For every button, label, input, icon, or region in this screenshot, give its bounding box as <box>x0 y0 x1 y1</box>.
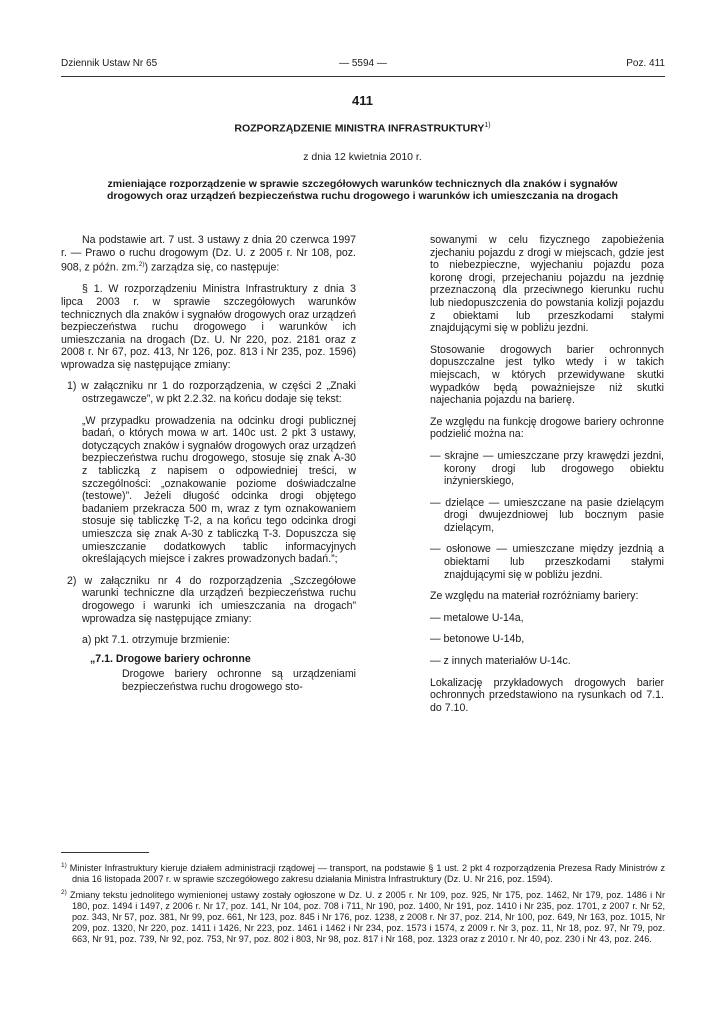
footnote-1-text: Minister Infrastruktury kieruje działem administracji rządowej — transport, na podstawie § 1 ust. 2 pkt 4 rozporządzenia Prezesa Rady Ministrów z dnia 16 listopada 2007 r. w sprawie szczegółowego zakresu działania Ministra Infrastruktury (Dz. U. Nr 216, poz. 1594). <box>69 863 665 885</box>
left-column <box>61 234 356 703</box>
position-number: Poz. 411 <box>626 58 665 69</box>
act-subject: zmieniające rozporządzenie w sprawie szczegółowych warunków technicznych dla znaków i sygnałów drogowych oraz urządzeń bezpieczeństwa ruchu drogowego i warunków ich umieszczania na drogach <box>106 178 619 202</box>
preamble-footnote-mark: 2) <box>138 261 145 269</box>
preamble <box>61 234 356 274</box>
amendment-item-2: 2) w załączniku nr 4 do rozporządzenia „Szczegółowe warunki techniczne dla urządzeń bezpieczeństwa ruchu drogowego i warunki ich umieszczania na drogach” wprowadza się następujące zmiany: <box>67 574 356 625</box>
preamble-end: ) zarządza się, co następuje: <box>144 261 280 274</box>
act-date: z dnia 12 kwietnia 2010 r. <box>303 151 422 163</box>
act-title-text: ROZPORZĄDZENIE MINISTRA INFRASTRUKTURY <box>234 122 485 135</box>
material-other: — z innych materiałów U-14c. <box>430 655 571 668</box>
section-title: „7.1. Drogowe bariery ochronne <box>90 652 251 665</box>
function-dividing: — dzielące — umieszczane na pasie dzielącym drogi dwujezdniowej lub bocznym pasie dzielącym, <box>430 496 664 534</box>
footnote-2 <box>61 887 665 945</box>
material-metal: — metalowe U-14a, <box>430 611 524 624</box>
act-title <box>0 122 725 135</box>
title-footnote-mark: 1) <box>484 122 491 129</box>
material-concrete: — betonowe U-14b, <box>430 633 525 646</box>
function-shielding: — osłonowe — umieszczane między jezdnią a obiektami lub przeszkodami stałymi znajdującymi się w pobliżu jezdni. <box>430 543 664 581</box>
amendment-quote-1: „W przypadku prowadzenia na odcinku drogi publicznej badań, o których mowa w art. 140c ust. 2 pkt 3 ustawy, dotyczących znaków i sygnałów drogowych oraz urządzeń bezpieczeństwa ruchu drogowego, stosuje się znak A-30 z tabliczką z napisem o odpowiedniej treści, w szczególności: „oznakowanie poziome doświadczalne (testowe)”. Jeżeli długość odcinka drogi objętego badaniem przekracza 500 m, wraz z tym oznakowaniem stosuje się tabliczkę T-2, a na końcu tego odcinka drogi umieszcza się znak A-30 z tabliczką T-3. Dopuszcza się umieszczanie dodatkowych tablic informacyjnych określających miejsce i zakres prowadzonych badań.”; <box>82 414 356 566</box>
page-number: — 5594 — <box>339 58 387 69</box>
footnotes <box>61 860 665 947</box>
preamble-text: Na podstawie art. 7 ust. 3 ustawy z dnia 20 czerwca 1997 r. — Prawo o ruchu drogowym (Dz. U. z 2005 r. Nr 108, poz. 908, z późn. zm. <box>61 234 356 274</box>
amendment-item-2a: a) pkt 7.1. otrzymuje brzmienie: <box>82 634 230 647</box>
function-edge: — skrajne — umieszczane przy krawędzi jezdni, korony drogi lub drogowego obiektu inżynierskiego, <box>430 449 664 488</box>
header-divider <box>61 76 665 77</box>
amendment-item-1: 1) w załączniku nr 1 do rozporządzenia, w części 2 „Znaki ostrzegawcze”, w pkt 2.2.32. na końcu dodaje się tekst: <box>67 380 356 406</box>
footnote-2-text: Zmiany tekstu jednolitego wymienionej ustawy zostały ogłoszone w Dz. U. z 2005 r. Nr 109, poz. 925, Nr 175, poz. 1462, Nr 179, poz. 1486 i Nr 180, poz. 1494 i 1497, z 2006 r. Nr 17, poz. 141, Nr 104, poz. 708 i 711, Nr 190, poz. 1400, Nr 191, poz. 1410 i Nr 235, poz. 1701, z 2007 r. Nr 52, poz. 343, Nr 57, poz. 381, Nr 99, poz. 661, Nr 123, poz. 845 i Nr 176, poz. 1238, z 2008 r. Nr 37, poz. 214, Nr 100, poz. 649, Nr 163, poz. 1015, Nr 209, poz. 1320, Nr 220, poz. 1411 i 1426, Nr 223, poz. 1461 i 1462 i Nr 234, poz. 1573 i 1574, z 2009 r. Nr 3, poz. 11, Nr 18, poz. 97, Nr 79, poz. 663, Nr 91, poz. 739, Nr 92, poz. 753, Nr 97, poz. 802 i 803, Nr 98, poz. 817 i Nr 168, poz. 1323 oraz z 2010 r. Nr 40, poz. 230 i Nr 43, poz. 246. <box>70 890 665 945</box>
footnote-2-mark: 2) <box>61 889 67 897</box>
function-intro: Ze względu na funkcję drogowe bariery ochronne podzielić można na: <box>430 415 664 441</box>
location-note: Lokalizację przykładowych drogowych barier ochronnych przedstawiono na rysunkach od 7.1. do 7.10. <box>430 676 664 714</box>
section-text: Drogowe bariery ochronne są urządzeniami bezpieczeństwa ruchu drogowego sto- <box>122 668 356 693</box>
footnote-1 <box>61 860 665 885</box>
barrier-purpose: sowanymi w celu fizycznego zapobieżenia zjechaniu pojazdu z drogi w miejscach, gdzie jest to niebezpieczne, wyjechaniu pojazdu poza koronę drogi, przejechaniu pojazdu na jezdnię przeznaczoną dla przeciwnego kierunku ruchu lub niedopuszczenia do powstania kolizji pojazdu z obiektami lub przeszkodami stałymi znajdującymi się w pobliżu jezdni. <box>430 234 664 335</box>
page-header <box>61 58 665 72</box>
right-column <box>430 234 664 723</box>
act-number: 411 <box>352 93 373 108</box>
paragraph-1: § 1. W rozporządzeniu Ministra Infrastruktury z dnia 3 lipca 2003 r. w sprawie szczegółowych warunków technicznych dla znaków i sygnałów drogowych oraz urządzeń bezpieczeństwa ruchu drogowego i warunków ich umieszczania na drogach (Dz. U. Nr 220, poz. 2181 oraz z 2008 r. Nr 67, poz. 413, Nr 126, poz. 813 i Nr 235, poz. 1596) wprowadza się następujące zmiany: <box>61 283 356 371</box>
footnote-divider <box>61 852 149 853</box>
material-intro: Ze względu na materiał rozróżniamy bariery: <box>430 590 639 603</box>
footnote-1-mark: 1) <box>61 862 67 869</box>
journal-name: Dziennik Ustaw Nr 65 <box>61 58 158 69</box>
barrier-use: Stosowanie drogowych barier ochronnych dopuszczalne jest tylko wtedy i w takich miejscach, w których przewidywane skutki wypadków będą poważniejsze niż skutki najechania pojazdu na barierę. <box>430 343 664 407</box>
